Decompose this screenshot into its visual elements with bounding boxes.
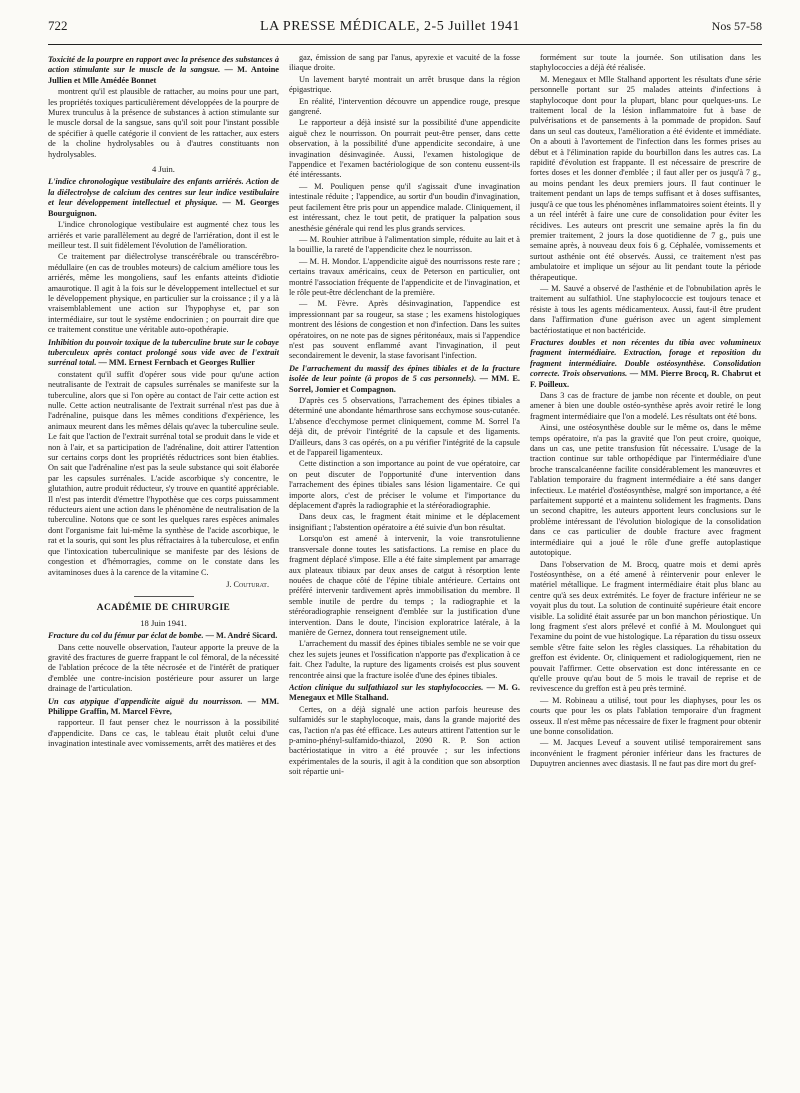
paragraph: Ainsi, une ostéosynthèse double sur le même os, dans le même temps opératoire, n'a pas la gravité que l'on peut croire, quoique, dans un cas, une petite transfusion fût nécessaire. L'usage de la traction continue sur table orthopédique par l'intermédiaire d'une broche transcalcanéenne facilite considérablement les manœuvres et l'ablation temporaire du fragment intermédiaire a été sans danger infectieux. Le matériel d'ostéosynthèse, malgré son importance, a été parfaitement supporté et a maintenu solidement les fragments. Dans un second chapitre, les auteurs apportent leurs conclusions sur le problème intéressant de l'évolution biologique de la consolidation dans ce cas particulier de double fracture avec fragment intermédiaire qui a joué le rôle d'une greffe autoplastique autotopique. [530, 423, 761, 558]
paragraph: — M. H. Mondor. L'appendicite aiguë des nourrissons reste rare ; certains travaux américains, ceux de Peterson en particulier, ont montré l'association fréquente de l'appendicite et de l'invagination, et le rôle peut-être déclenchant de la première. [289, 256, 520, 297]
article-title: Un cas atypique d'appendicite aiguë du nourrisson. — MM. Philippe Graffin, M. Marcel Fèvre, [48, 696, 279, 716]
article-title: Toxicité de la pourpre en rapport avec la présence des substances à action stimulante sur le muscle de la sangsue. — M. Antoine Jullien et Mlle Amédée Bonnet [48, 55, 279, 85]
page-header [48, 18, 762, 40]
paragraph: Dans 3 cas de fracture de jambe non récente et double, on peut amener à bien une double ostéo-synthèse après avoir retiré le long fragment intermédiaire que l'on a modelé. Les résultats ont été bons. [530, 391, 761, 421]
columns [48, 53, 762, 1093]
paragraph: Cette distinction a son importance au point de vue opératoire, car on peut discuter de l'opportunité d'une intervention dans l'arrachement des épines tibiales sans lésion ligamentaire. Ce qui importe alors, c'est de préciser le volume et l'importance du déplacement d'après la radiographie et la stéréoradiographie. [289, 459, 520, 511]
paragraph: — M. Sauvé a observé de l'asthénie et de l'obnubilation après le traitement au sulfathiol. Une staphylococcie est toujours tenace et résiste à tous les agents médicamenteux. Aussi, faut-il être prudent dans l'affirmation d'une guérison avec un agent simplement bactériostatique et non bactéricide. [530, 283, 761, 335]
page-number: 722 [48, 18, 68, 33]
journal-title: LA PRESSE MÉDICALE, 2-5 Juillet 1941 [260, 19, 520, 34]
article-title: Fracture du col du fémur par éclat de bombe. — M. André Sicard. [48, 631, 278, 641]
session-date: 18 Juin 1941. [140, 617, 187, 628]
article-title: De l'arrachement du massif des épines tibiales et de la fracture isolée de leur pointe (à propos de 5 cas personnels). — MM. E. Sorrel, Jomier et Compagnon. [289, 363, 520, 394]
paragraph: — M. Jacques Leveuf a souvent utilisé temporairement sans inconvénient le fragment péronier inférieur dans les fractures de Dupuytren anciennes avec diastasis. Il ne faut pas dire mort du gref- [530, 738, 761, 769]
column-2 [289, 53, 520, 1093]
article-title: Action clinique du sulfathiazol sur les staphylococcies. — M. G. Menegaux et Mlle Stalhand. [289, 682, 520, 703]
paragraph: Ce traitement par diélectrolyse transcérébrale ou transcérébro-médullaire (en cas de troubles moteurs) de calcium améliore tous les arriérés, même les mongoliens, sauf les enfants atteints d'idiotie amaurotique. Il agit à la fois sur le développement intellectuel et sur le développement physique, en particulier sur la croissance ; il y a là vraisemblablement une action sur l'hypophyse et, par son intermédiaire, sur tout le système endocrinien ; on pourrait dire que ce traitement constitue une véritable auto-opothérapie. [48, 252, 279, 335]
column-3 [530, 53, 761, 1093]
issue-number: Nos 57-58 [711, 19, 762, 33]
paragraph: montrent qu'il est plausible de rattacher, au moins pour une part, les propriétés toxiques particulièrement développées de la pourpre de Murex trunculus à la présence de substances à action stimulante sur le muscle dorsal de la sangsue, sans qu'il soit pour l'instant possible de spécifier à quelle catégorie il convient de les rattacher, aux esters de la choline hydrolysables ou à d'autres constituants non hydrolysables. [48, 87, 279, 159]
paragraph: — M. Robineau a utilisé, tout pour les diaphyses, pour les os courts que pour les os plats l'ablation temporaire d'un fragment osseux. Il n'est même pas nécessaire de fixer le fragment pour obtenir une bonne consolidation. [530, 695, 761, 736]
paragraph: Dans deux cas, le fragment était minime et le déplacement insignifiant ; l'abstention opératoire a été suivie d'un bon résultat. [289, 512, 520, 532]
section-heading: ACADÉMIE DE CHIRURGIE [96, 603, 231, 614]
paragraph: Dans cette nouvelle observation, l'auteur apporte la preuve de la gravité des fractures de guerre frappant le col fémoral, de la nécessité de l'ablation précoce de la tête nécrosée et de l'intérêt de pratiquer d'emblée une contre-incision postérieure pour assurer un large drainage de l'articulation. [48, 642, 279, 694]
column-1 [48, 53, 279, 1093]
paragraph: — M. Pouliquen pense qu'il s'agissait d'une invagination intestinale réduite ; l'appendice, au sortir d'un boudin d'invagination, peut facilement être pris pour un appendice malade. Cliniquement, il est intéressant, chez le tout petit, de pratiquer la palpation sous anesthésie générale qui rend les plus grands services. [289, 181, 520, 233]
paragraph: Lorsqu'on est amené à intervenir, la voie transrotulienne transversale donne toutes les satisfactions. La remise en place du fragment déplacé s'impose. Elle a été faite simplement par amarrage aux plateaux tibiaux par deux anses de catgut à résorption lente nouées de chaque côté de l'épine tibiale antérieure. Certains ont préféré intervenir tardivement après immobilisation du membre. Il semble inutile de perdre du temps ; la radiographie et la stéréoradiographie renseignent d'emblée sur la justification d'une intervention. Dans le doute, l'incision exploratrice latérale, à la manière de Gernez, donnera tout renseignement utile. [289, 534, 520, 637]
paragraph: Dans l'observation de M. Brocq, quatre mois et demi après l'ostéosynthèse, on a été amené à réintervenir pour enlever le matériel métallique. Le fragment intermédiaire était plus blanc au centre qu'à ses deux extrémités. Le foyer de fracture inférieur ne se voyait plus du tout. La solution de continuité supérieure était encore visible. La solidité était assurée par un bon manchon périostique. Un long fragment s'est alors prélevé et confié à M. Moulonguet qui l'examine du point de vue histologique. La réparation du tissu osseux semble s'être faite selon les règles classiques. La réhabitation du greffon est évidente. Or, cliniquement et radiologiquement, rien ne pouvait l'affirmer. Cette observation est donc intéressante en ce qu'elle prouve qu'au bout de 5 mois le travail de reprise et de revivescence du greffon est à peu près terminé. [530, 559, 761, 694]
paragraph: L'arrachement du massif des épines tibiales semble ne se voir que chez les sujets jeunes et l'ossification n'apporte pas d'explication à ce fait. Chez l'adulte, la rupture des ligaments croisés est plus souvent rencontrée ainsi que la fracture isolée d'une des épines tibiales. [289, 639, 520, 680]
paragraph: — M. Rouhier attribue à l'alimentation simple, réduite au lait et à la bouillie, la rareté de l'appendicite chez le nourrisson. [289, 234, 520, 255]
article-title: L'indice chronologique vestibulaire des enfants arriérés. Action de la diélectrolyse de calcium des centres sur leur indice vestibulaire et leur développement intellectuel et physique. — M. Georges Bourguignon. [48, 177, 279, 218]
session-date: 4 Juin. [152, 164, 175, 175]
paragraph: rapporteur. Il faut penser chez le nourrisson à la possibilité d'appendicite. Dans ce cas, le tableau était plutôt celui d'une invagination intestinale avec vomissements, arrêt des matières et des [48, 718, 279, 749]
paragraph: D'après ces 5 observations, l'arrachement des épines tibiales a déterminé une abondante hémarthrose sans ecchymose sous-cutanée. L'absence d'ecchymose permet cliniquement, comme M. Sorrel l'a déjà dit, de prévoir l'intégrité de la capsule et des ligaments. D'ailleurs, dans 3 cas opérés, on a pu vérifier l'intégrité de la capsule et de l'appareil ligamenteux. [289, 396, 520, 458]
paragraph: formément sur toute la journée. Son utilisation dans les staphylococcies a déjà été réalisée. [530, 53, 761, 73]
header-rule [48, 44, 762, 45]
paragraph: gaz, émission de sang par l'anus, apyrexie et vacuité de la fosse iliaque droite. [289, 53, 520, 73]
paragraph: Un lavement baryté montrait un arrêt brusque dans la région épigastrique. [289, 74, 520, 95]
article-title: Inhibition du pouvoir toxique de la tuberculine brute sur le cobaye tuberculeux après contact prolongé sous vide avec de l'extrait surrénal total. — MM. Ernest Fernbach et Georges Rullier [48, 337, 279, 368]
paragraph: — M. Fèvre. Après désinvagination, l'appendice est impressionnant par sa rougeur, sa stase ; les examens histologiques montrent des lésions de congestion et non d'infection. Dans les suites opératoires, on ne note pas de signes péritonéaux, mais si l'appendice n'est pas souvent enflammé avant l'invagination, il peut secondairement le devenir, la stase favorisant l'infection. [289, 299, 520, 361]
paragraph: L'indice chronologique vestibulaire est augmenté chez tous les arriérés et varie parallèlement au degré de l'arriération, dont il est le meilleur test. Il suit fidèlement l'évolution de l'amélioration. [48, 220, 279, 250]
article-title: Fractures doubles et non récentes du tibia avec volumineux fragment intermédiaire. Extraction, forage et reposition du fragment intermédiaire. Double ostéosynthèse. Consolidation correcte. Trois observations. — MM. Pierre Brocq, R. Chabrut et F. Poilleux. [530, 337, 761, 389]
paragraph: En réalité, l'intervention découvre un appendice rouge, presque gangrené. [289, 96, 520, 117]
paragraph: Le rapporteur a déjà insisté sur la possibilité d'une appendicite aiguë chez le nourrisson. On pourrait peut-être penser, dans cette observation, à la possibilité d'une appendicite secondaire, à une invagination désinvaginée. Aussi, l'examen histologique de l'appendice et l'examen bactériologique de son contenu eussent-ils été intéressants. [289, 118, 520, 180]
paragraph: constatent qu'il suffit d'opérer sous vide pour qu'une action neutralisante de l'extrait de capsules surrénales se manifeste sur la tuberculine, alors que si l'on opère au contact de l'air cette action est nulle. Cette action neutralisante de l'extrait surrénal n'est pas due à l'adrénaline, puisque dans les mêmes conditions d'expérience, les animaux meurent dans les mêmes délais qu'avec la tuberculine seule. Le fait que l'action de l'extrait surrénal total se produit dans le vide et non à l'air, et sa participation de l'adrénaline, doit attirer l'attention sur certains corps dont les propriétés réductrices sont bien établies. On sait que l'adrénaline n'est pas la seule substance qui soit élaborée par les capsules surrénales. L'acide ascorbique s'y concentre, le glutathion, autre produit réducteur, s'y trouve en quantité appréciable. Il n'est pas interdit d'émettre l'hypothèse que ces corps puissamment réducteurs aient une action dans le phénomène de neutralisation de la tuberculine. Notons que ce sont les quelques rares espèces animales dont l'organisme fait lui-même la synthèse de l'acide ascorbique, le rat et la souris, qui sont les plus réfractaires à la tuberculose, et enfin que l'intoxication tuberculinique se manifeste par des lésions de congestion et d'hémorragies, comme on le constate dans les avitaminoses dues à la carence de la vitamine C. [48, 369, 279, 577]
signature: J. Couturat. [226, 579, 269, 589]
paragraph: Certes, on a déjà signalé une action parfois heureuse des sulfamidés sur le staphylocoque, mais, dans la grande majorité des cas, l'action n'a pas été efficace. Les auteurs attirent l'attention sur le p-amino-phényl-sulfamido-thiazol, 2090 R. P. Son action bactériostatique in vitro a été prouvée ; sur les infections expérimentales de la souris, il agit à la condition que son absorption soit répartie uni- [289, 704, 520, 777]
separator [134, 596, 194, 597]
paragraph: M. Menegaux et Mlle Stalhand apportent les résultats d'une série personnelle portant sur 25 malades atteints d'infections à staphylocoque dont pour la plupart, blanc pour quelques-uns. Le traitement local de la lésion inflammatoire fut à base de pulvérisations et de pansements à la pommade de propidon. Sauf dans un seul cas douteux, l'amélioration a été évidente et immédiate. On a abouti à l'avortement de l'infection dans les formes prises au début et à l'élimination rapide du bourbillon dans les autres cas. La rapidité d'évolution est frappante. Il est nécessaire de prescrire de fortes doses et les donner d'emblée ; il faut aller per os jusqu'à 7 g., au moins pendant les deux premiers jours. Il faut continuer le traitement pendant un laps de temps suffisant et à doses suffisantes, jusqu'à ce que tous les phénomènes inflammatoires soient éteints. Il y a un réel intérêt à faire une cure de consolidation pour éviter les récidives. Les auteurs ont prescrit une semaine après la fin du premier traitement, 2 jours la dose quotidienne de 7 g., puis une semaine après, à nouveau deux fois 6 g. Céphalée, vomissements et surtout asthénie ont été observés. Aussi, ce traitement n'est pas ambulatoire et implique un séjour au lit pendant toute la période thérapeutique. [530, 74, 761, 282]
